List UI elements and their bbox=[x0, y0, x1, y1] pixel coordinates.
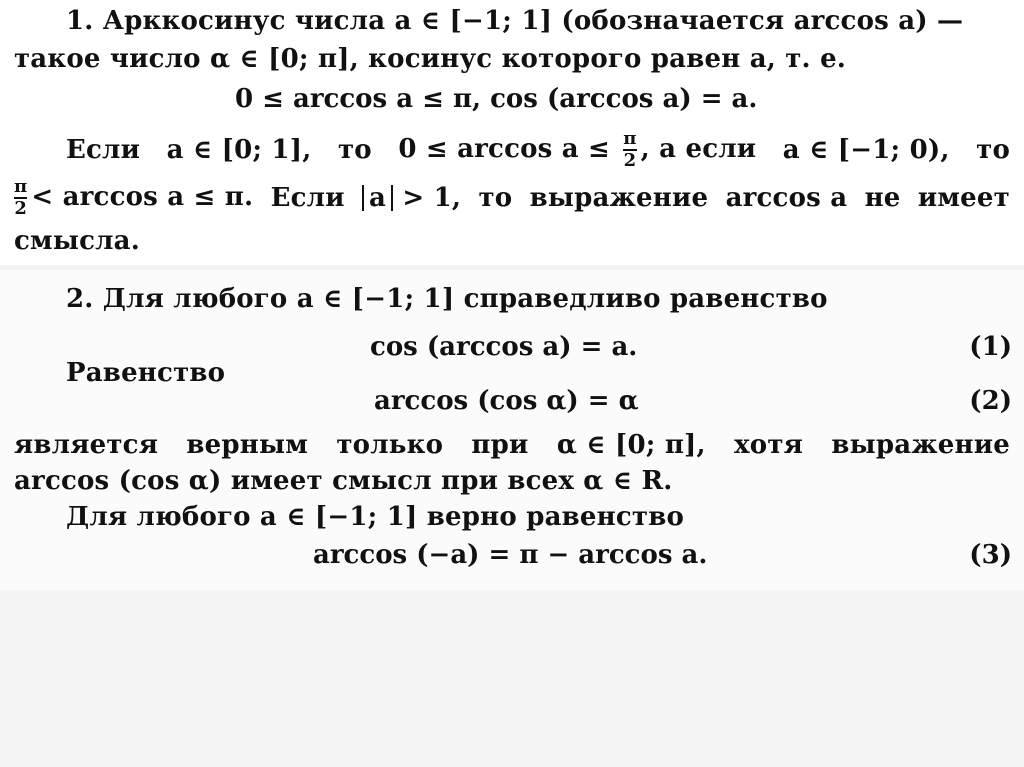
section1-line4 bbox=[66, 124, 1010, 176]
section2-line-any: Для любого a ∈ [−1; 1] верно равенство bbox=[66, 502, 685, 532]
section1-line2: такое число α ∈ [0; π], косинус которого равен a, т. е. bbox=[14, 44, 847, 74]
equation-3-number: (3) bbox=[969, 540, 1012, 570]
equation-2-number: (2) bbox=[969, 386, 1012, 416]
word-to: то bbox=[337, 135, 372, 165]
fraction-pi-over-2-b: $\frac{\pi}{2}$ bbox=[14, 176, 28, 219]
section1-formula1: 0 ≤ arccos a ≤ π, cos (arccos a) = a. bbox=[235, 84, 758, 114]
word-1: является bbox=[14, 430, 159, 460]
word-esli-2: Если bbox=[270, 183, 345, 213]
fraction-pi-over-2: $\frac{\pi}{2}$ bbox=[623, 128, 637, 171]
word-5: α ∈ [0; π], bbox=[556, 430, 706, 460]
word-7: выражение bbox=[831, 430, 1010, 460]
interval-0-1: a ∈ [0; 1], bbox=[166, 135, 312, 165]
section1-line6: смысла. bbox=[14, 226, 140, 256]
abs-condition: a > 1, bbox=[362, 183, 461, 213]
equation-2: arccos (cos α) = α bbox=[374, 386, 639, 416]
word-to-2: то bbox=[976, 135, 1010, 165]
word-imeet: имеет bbox=[917, 183, 1010, 213]
word-esli: Если bbox=[66, 135, 141, 165]
equation-1: cos (arccos a) = a. bbox=[370, 332, 638, 362]
word-to-3: то bbox=[478, 183, 513, 213]
inequality-2: $\frac{\pi}{2}$ < arccos a ≤ π. bbox=[14, 176, 254, 219]
word-vyrazhenie: выражение bbox=[529, 183, 709, 213]
section2-line-validity bbox=[14, 430, 1010, 460]
section1-line5 bbox=[14, 172, 1010, 224]
word-ne: не bbox=[864, 183, 901, 213]
word-4: при bbox=[471, 430, 529, 460]
interval-minus1-0: a ∈ [−1; 0), bbox=[782, 135, 950, 165]
arccos-a: arccos a bbox=[725, 183, 848, 213]
word-2: верным bbox=[186, 430, 309, 460]
word-6: хотя bbox=[734, 430, 804, 460]
equation-1-number: (1) bbox=[969, 332, 1012, 362]
section2-line1: 2. Для любого a ∈ [−1; 1] справедливо равенство bbox=[66, 284, 828, 314]
section1-line1: 1. Арккосинус числа a ∈ [−1; 1] (обозначается arccos a) — bbox=[66, 6, 964, 36]
inequality-1: 0 ≤ arccos a ≤ $\frac{\pi}{2}$ , а если bbox=[398, 128, 757, 171]
section2-line-sense: arccos (cos α) имеет смысл при всех α ∈ R. bbox=[14, 466, 673, 496]
section2-ravenstvo: Равенство bbox=[66, 358, 226, 388]
word-3: только bbox=[336, 430, 444, 460]
abs-a: a bbox=[362, 185, 393, 211]
equation-3: arccos (−a) = π − arccos a. bbox=[313, 540, 708, 570]
